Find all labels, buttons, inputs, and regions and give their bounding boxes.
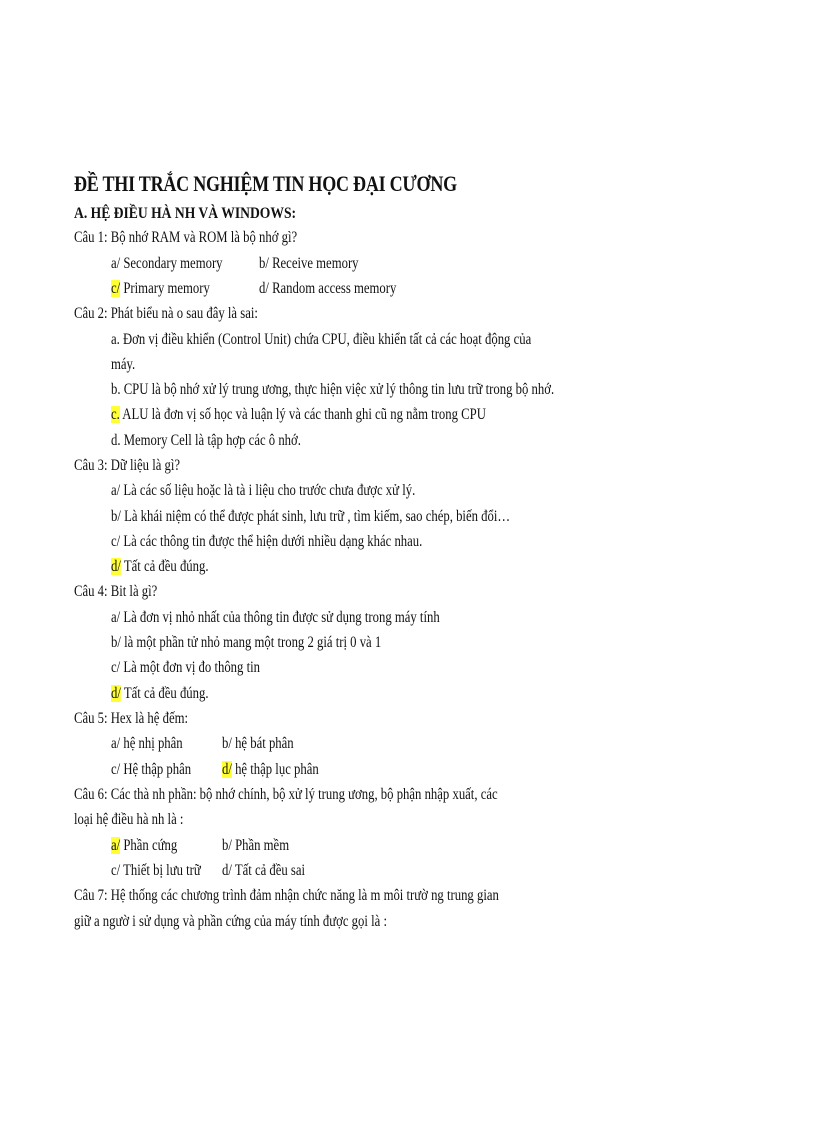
question-4: Câu 4: Bit là gì? bbox=[74, 583, 158, 600]
answer-highlight: a/ bbox=[111, 837, 121, 854]
q4-option-d: d/ Tất cả đều đúng. bbox=[111, 685, 209, 702]
answer-highlight: c/ bbox=[111, 280, 121, 297]
q3-option-c: c/ Là các thông tin được thể hiện dưới nhiều dạng khác nhau. bbox=[111, 533, 423, 550]
q6-option-a: a/ Phần cứng bbox=[111, 837, 178, 854]
answer-highlight: d/ bbox=[111, 685, 121, 702]
answer-highlight: d/ bbox=[111, 558, 121, 575]
q1-option-a: a/ Secondary memory bbox=[111, 255, 223, 272]
question-3: Câu 3: Dữ liệu là gì? bbox=[74, 457, 181, 474]
q1-option-c: c/ Primary memory bbox=[111, 280, 210, 297]
q5-option-c: c/ Hệ thập phân bbox=[111, 761, 192, 778]
q1-option-b: b/ Receive memory bbox=[259, 255, 359, 272]
question-2: Câu 2: Phát biểu nà o sau đây là sai: bbox=[74, 305, 258, 322]
question-6-cont: loại hệ điều hà nh là : bbox=[74, 811, 184, 828]
q5-option-a: a/ hệ nhị phân bbox=[111, 735, 183, 752]
q4-option-a: a/ Là đơn vị nhỏ nhất của thông tin được sử dụng trong máy tính bbox=[111, 609, 440, 626]
q5-option-b: b/ hệ bát phân bbox=[222, 735, 294, 752]
q6-option-b: b/ Phần mềm bbox=[222, 837, 290, 854]
question-1: Câu 1: Bộ nhớ RAM và ROM là bộ nhớ gì? bbox=[74, 229, 298, 246]
q4-option-b: b/ là một phần tử nhỏ mang một trong 2 giá trị 0 và 1 bbox=[111, 634, 382, 651]
q6-option-c: c/ Thiết bị lưu trữ bbox=[111, 862, 201, 879]
q2-option-d: d. Memory Cell là tập hợp các ô nhớ. bbox=[111, 432, 301, 449]
answer-highlight: c. bbox=[111, 406, 120, 423]
q3-option-a: a/ Là các số liệu hoặc là tà i liệu cho trước chưa được xử lý. bbox=[111, 482, 416, 499]
question-7: Câu 7: Hệ thống các chương trình đảm nhận chức năng là m môi trườ ng trung gian bbox=[74, 887, 499, 904]
q3-option-d: d/ Tất cả đều đúng. bbox=[111, 558, 209, 575]
q1-option-d: d/ Random access memory bbox=[259, 280, 397, 297]
q2-option-a-cont: máy. bbox=[111, 356, 136, 373]
question-6: Câu 6: Các thà nh phần: bộ nhớ chính, bộ xử lý trung ương, bộ phận nhập xuất, các bbox=[74, 786, 498, 803]
q5-option-d: d/ hệ thập lục phân bbox=[222, 761, 319, 778]
question-5: Câu 5: Hex là hệ đếm: bbox=[74, 710, 189, 727]
q6-option-d: d/ Tất cả đều sai bbox=[222, 862, 306, 879]
q3-option-b: b/ Là khái niệm có thể được phát sinh, lưu trữ , tìm kiếm, sao chép, biến đổi… bbox=[111, 508, 511, 525]
q2-option-b: b. CPU là bộ nhớ xử lý trung ương, thực hiện việc xử lý thông tin lưu trữ trong bộ nhớ. bbox=[111, 381, 555, 398]
question-7-cont: giữ a ngườ i sử dụng và phần cứng của máy tính được gọi là : bbox=[74, 913, 387, 930]
answer-highlight: d/ bbox=[222, 761, 232, 778]
q4-option-c: c/ Là một đơn vị đo thông tin bbox=[111, 659, 260, 676]
section-heading: A. HỆ ĐIỀU HÀ NH VÀ WINDOWS: bbox=[74, 205, 297, 222]
page-title: ĐỀ THI TRẮC NGHIỆM TIN HỌC ĐẠI CƯƠNG bbox=[74, 171, 457, 196]
q2-option-a: a. Đơn vị điều khiển (Control Unit) chứa CPU, điều khiển tất cả các hoạt động của bbox=[111, 331, 532, 348]
q2-option-c: c. ALU là đơn vị số học và luận lý và các thanh ghi cũ ng nằm trong CPU bbox=[111, 406, 486, 423]
